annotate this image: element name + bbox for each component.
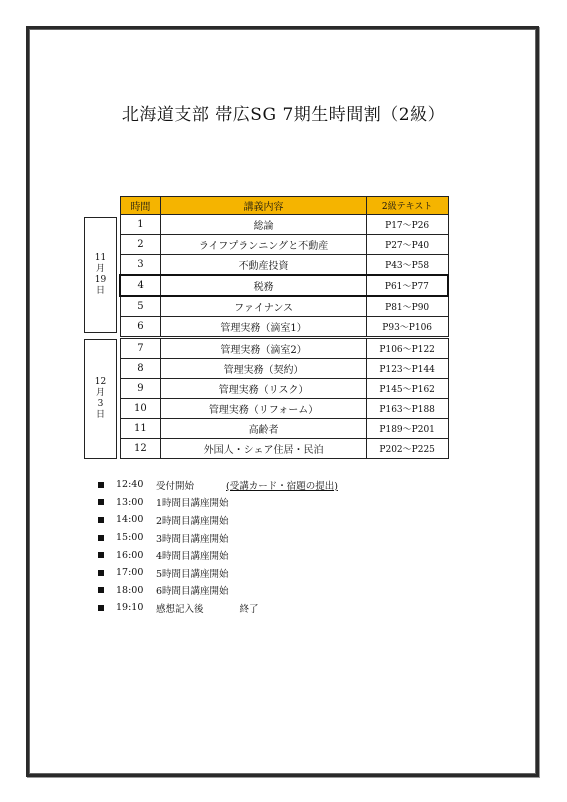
schedule-activity: 3時間目講座開始	[156, 533, 229, 545]
period-number: 10	[120, 399, 161, 419]
lecture-title: 管理実務（滴室1）	[161, 317, 366, 338]
table-row	[120, 296, 448, 317]
schedule-activity: 6時間目講座開始	[156, 586, 229, 598]
table-row	[120, 399, 448, 419]
textbook-pages: P27～P40	[366, 235, 448, 255]
table-row	[120, 275, 448, 296]
header-period: 時間	[120, 197, 161, 215]
schedule-note: (受講カード・宿題の提出)	[226, 480, 338, 492]
schedule-activity: 5時間目講座開始	[156, 568, 229, 580]
date-day-unit: 日	[95, 286, 105, 296]
table-header-row	[120, 197, 448, 215]
period-number: 7	[120, 338, 161, 359]
lecture-title: 管理実務（滴室2）	[161, 338, 366, 359]
date-month-unit: 月	[95, 388, 105, 398]
date-month-unit: 月	[95, 264, 105, 274]
table-row	[120, 439, 448, 459]
schedule-table	[119, 196, 449, 459]
list-item	[98, 476, 338, 494]
period-number: 11	[120, 419, 161, 439]
schedule-time: 14:00	[116, 514, 144, 526]
textbook-pages: P81～P90	[366, 296, 448, 317]
header-textbook: 2級テキスト	[366, 197, 448, 215]
textbook-pages: P93～P106	[366, 317, 448, 338]
textbook-pages: P145～P162	[366, 379, 448, 399]
lecture-title: 税務	[161, 275, 366, 296]
schedule-activity: 1時間目講座開始	[156, 498, 229, 510]
date-label-day1	[84, 217, 117, 333]
table-row	[120, 235, 448, 255]
schedule-time: 16:00	[116, 549, 144, 561]
period-number: 12	[120, 439, 161, 459]
lecture-title: 管理実務（リフォーム）	[161, 399, 366, 419]
lecture-title: 総論	[161, 215, 366, 235]
schedule-activity: 受付開始	[156, 480, 195, 492]
lecture-title: ファイナンス	[161, 296, 366, 317]
period-number: 6	[120, 317, 161, 338]
schedule-time: 18:00	[116, 584, 144, 596]
date-label-day2	[84, 339, 117, 459]
period-number: 9	[120, 379, 161, 399]
list-item	[98, 582, 338, 600]
schedule-activity: 2時間目講座開始	[156, 515, 229, 527]
schedule-time: 17:00	[116, 567, 144, 579]
square-bullet-icon	[98, 605, 104, 611]
table-row	[120, 419, 448, 439]
list-item	[98, 546, 338, 564]
lecture-title: 高齢者	[161, 419, 366, 439]
schedule-time: 12:40	[116, 479, 144, 491]
table-row	[120, 215, 448, 235]
period-number: 4	[120, 275, 161, 296]
list-item	[98, 494, 338, 512]
textbook-pages: P163～P188	[366, 399, 448, 419]
textbook-pages: P43～P58	[366, 255, 448, 276]
period-number: 1	[120, 215, 161, 235]
square-bullet-icon	[98, 517, 104, 523]
list-item	[98, 564, 338, 582]
table-row	[120, 359, 448, 379]
square-bullet-icon	[98, 587, 104, 593]
square-bullet-icon	[98, 535, 104, 541]
lecture-title: 管理実務（契約）	[161, 359, 366, 379]
period-number: 3	[120, 255, 161, 276]
textbook-pages: P123～P144	[366, 359, 448, 379]
lecture-title: 外国人・シェア住居・民泊	[161, 439, 366, 459]
table-row	[120, 255, 448, 276]
period-number: 2	[120, 235, 161, 255]
period-number: 5	[120, 296, 161, 317]
header-lecture: 講義内容	[161, 197, 366, 215]
date-month: 12	[94, 377, 107, 387]
daily-schedule-list	[98, 476, 338, 617]
textbook-pages: P17～P26	[366, 215, 448, 235]
textbook-pages: P202～P225	[366, 439, 448, 459]
schedule-time: 15:00	[116, 532, 144, 544]
schedule-time: 13:00	[116, 496, 144, 508]
table-row	[120, 338, 448, 359]
lecture-title: ライフプランニングと不動産	[161, 235, 366, 255]
lecture-title: 管理実務（リスク）	[161, 379, 366, 399]
square-bullet-icon	[98, 499, 104, 505]
date-day-unit: 日	[95, 410, 105, 420]
lecture-title: 不動産投資	[161, 255, 366, 276]
schedule-activity: 4時間目講座開始	[156, 551, 229, 563]
schedule-time: 19:10	[116, 602, 144, 614]
list-item	[98, 599, 338, 617]
textbook-pages: P189～P201	[366, 419, 448, 439]
date-day: 19	[94, 275, 107, 285]
table-row	[120, 317, 448, 338]
schedule-end: 終了	[239, 603, 259, 615]
square-bullet-icon	[98, 552, 104, 558]
date-month: 11	[94, 253, 107, 263]
square-bullet-icon	[98, 570, 104, 576]
list-item	[98, 511, 338, 529]
list-item	[98, 529, 338, 547]
table-row	[120, 379, 448, 399]
period-number: 8	[120, 359, 161, 379]
page-title: 北海道支部 帯広SG 7期生時間割（2級）	[121, 105, 446, 125]
square-bullet-icon	[98, 482, 104, 488]
schedule-activity: 感想記入後	[156, 603, 204, 615]
date-day: 3	[97, 399, 104, 409]
textbook-pages: P106～P122	[366, 338, 448, 359]
textbook-pages: P61～P77	[366, 275, 448, 296]
